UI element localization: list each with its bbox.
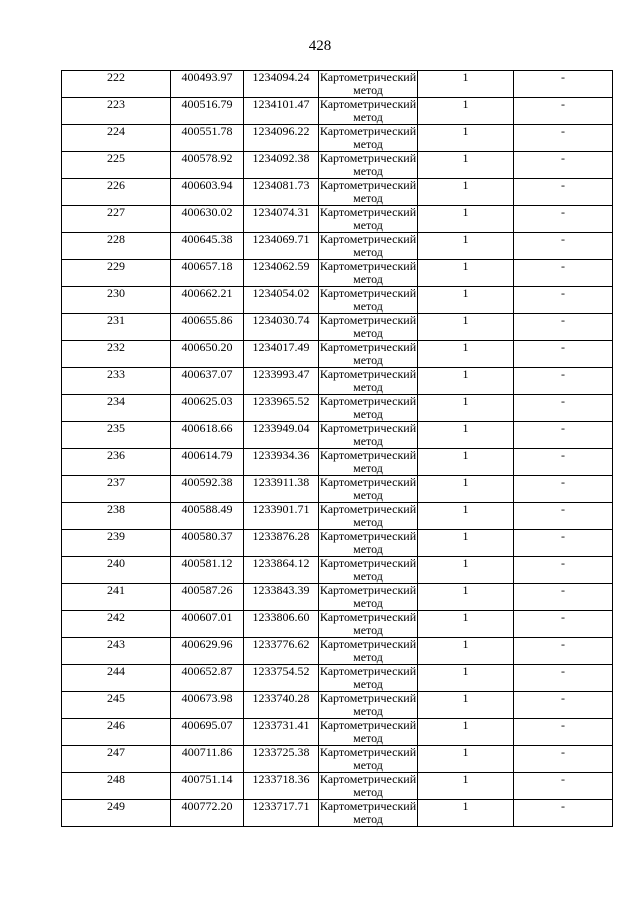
description-cell: - [514,287,613,314]
point-number-cell: 234 [62,395,171,422]
accuracy-cell: 1 [418,530,514,557]
accuracy-cell: 1 [418,800,514,827]
table-row [62,638,613,665]
x-coordinate-cell: 400607.01 [171,611,244,638]
description-cell: - [514,665,613,692]
y-coordinate-cell: 1233864.12 [244,557,319,584]
method-cell: Картометрический метод [319,367,417,394]
y-coordinate-cell: 1233725.38 [244,746,319,773]
y-coordinate-cell: 1233843.39 [244,584,319,611]
point-number-cell: 243 [62,638,171,665]
x-coordinate-cell: 400580.37 [171,530,244,557]
accuracy-cell: 1 [418,584,514,611]
method-cell: Картометрический метод [319,718,417,745]
point-number-cell: 227 [62,206,171,233]
description-cell: - [514,584,613,611]
description-cell: - [514,719,613,746]
y-coordinate-cell: 1234094.24 [244,71,319,98]
x-coordinate-cell: 400645.38 [171,233,244,260]
description-cell: - [514,557,613,584]
method-cell: Картометрический метод [319,340,417,367]
y-coordinate-cell: 1233965.52 [244,395,319,422]
description-cell: - [514,746,613,773]
accuracy-cell: 1 [418,260,514,287]
x-coordinate-cell: 400711.86 [171,746,244,773]
x-coordinate-cell: 400772.20 [171,800,244,827]
method-cell: Картометрический метод [319,448,417,475]
y-coordinate-cell: 1234062.59 [244,260,319,287]
method-cell: Картометрический метод [319,178,417,205]
table-row [62,503,613,530]
accuracy-cell: 1 [418,692,514,719]
accuracy-cell: 1 [418,665,514,692]
table-row [62,476,613,503]
method-cell: Картометрический метод [319,97,417,124]
point-number-cell: 235 [62,422,171,449]
description-cell: - [514,503,613,530]
y-coordinate-cell: 1234081.73 [244,179,319,206]
x-coordinate-cell: 400581.12 [171,557,244,584]
y-coordinate-cell: 1233718.36 [244,773,319,800]
accuracy-cell: 1 [418,287,514,314]
point-number-cell: 223 [62,98,171,125]
page-number: 428 [308,38,332,54]
y-coordinate-cell: 1233717.71 [244,800,319,827]
y-coordinate-cell: 1234074.31 [244,206,319,233]
accuracy-cell: 1 [418,125,514,152]
table-row [62,557,613,584]
point-number-cell: 239 [62,530,171,557]
x-coordinate-cell: 400629.96 [171,638,244,665]
y-coordinate-cell: 1233993.47 [244,368,319,395]
y-coordinate-cell: 1233731.41 [244,719,319,746]
point-number-cell: 237 [62,476,171,503]
y-coordinate-cell: 1234030.74 [244,314,319,341]
table-row [62,800,613,827]
table-row [62,233,613,260]
description-cell: - [514,179,613,206]
table-row [62,71,613,98]
point-number-cell: 245 [62,692,171,719]
table-row [62,287,613,314]
x-coordinate-cell: 400618.66 [171,422,244,449]
x-coordinate-cell: 400625.03 [171,395,244,422]
point-number-cell: 240 [62,557,171,584]
y-coordinate-cell: 1234092.38 [244,152,319,179]
table-row [62,692,613,719]
accuracy-cell: 1 [418,773,514,800]
table-row [62,665,613,692]
description-cell: - [514,260,613,287]
table-row [62,125,613,152]
method-cell: Картометрический метод [319,232,417,259]
x-coordinate-cell: 400551.78 [171,125,244,152]
accuracy-cell: 1 [418,152,514,179]
table-body [62,71,613,827]
method-cell: Картометрический метод [319,259,417,286]
y-coordinate-cell: 1234096.22 [244,125,319,152]
x-coordinate-cell: 400655.86 [171,314,244,341]
table-row [62,773,613,800]
description-cell: - [514,395,613,422]
x-coordinate-cell: 400695.07 [171,719,244,746]
method-cell: Картометрический метод [319,799,417,826]
x-coordinate-cell: 400662.21 [171,287,244,314]
y-coordinate-cell: 1233934.36 [244,449,319,476]
accuracy-cell: 1 [418,422,514,449]
x-coordinate-cell: 400652.87 [171,665,244,692]
description-cell: - [514,98,613,125]
point-number-cell: 246 [62,719,171,746]
accuracy-cell: 1 [418,179,514,206]
description-cell: - [514,611,613,638]
coordinates-table [61,70,613,827]
point-number-cell: 238 [62,503,171,530]
y-coordinate-cell: 1233901.71 [244,503,319,530]
point-number-cell: 230 [62,287,171,314]
method-cell: Картометрический метод [319,394,417,421]
accuracy-cell: 1 [418,98,514,125]
accuracy-cell: 1 [418,71,514,98]
accuracy-cell: 1 [418,746,514,773]
method-cell: Картометрический метод [319,475,417,502]
point-number-cell: 248 [62,773,171,800]
y-coordinate-cell: 1233754.52 [244,665,319,692]
table-row [62,449,613,476]
point-number-cell: 244 [62,665,171,692]
y-coordinate-cell: 1234069.71 [244,233,319,260]
point-number-cell: 242 [62,611,171,638]
accuracy-cell: 1 [418,206,514,233]
method-cell: Картометрический метод [319,691,417,718]
method-cell: Картометрический метод [319,151,417,178]
description-cell: - [514,476,613,503]
point-number-cell: 225 [62,152,171,179]
x-coordinate-cell: 400493.97 [171,71,244,98]
point-number-cell: 229 [62,260,171,287]
method-cell: Картометрический метод [319,124,417,151]
table-row [62,341,613,368]
x-coordinate-cell: 400751.14 [171,773,244,800]
y-coordinate-cell: 1233876.28 [244,530,319,557]
x-coordinate-cell: 400650.20 [171,341,244,368]
point-number-cell: 226 [62,179,171,206]
description-cell: - [514,314,613,341]
table-row [62,584,613,611]
table-row [62,719,613,746]
x-coordinate-cell: 400637.07 [171,368,244,395]
description-cell: - [514,800,613,827]
y-coordinate-cell: 1233740.28 [244,692,319,719]
accuracy-cell: 1 [418,368,514,395]
accuracy-cell: 1 [418,233,514,260]
x-coordinate-cell: 400673.98 [171,692,244,719]
x-coordinate-cell: 400516.79 [171,98,244,125]
description-cell: - [514,449,613,476]
x-coordinate-cell: 400578.92 [171,152,244,179]
method-cell: Картометрический метод [319,637,417,664]
table-row [62,314,613,341]
accuracy-cell: 1 [418,314,514,341]
table-row [62,179,613,206]
method-cell: Картометрический метод [319,286,417,313]
description-cell: - [514,152,613,179]
x-coordinate-cell: 400588.49 [171,503,244,530]
accuracy-cell: 1 [418,719,514,746]
method-cell: Картометрический метод [319,745,417,772]
x-coordinate-cell: 400587.26 [171,584,244,611]
y-coordinate-cell: 1234101.47 [244,98,319,125]
description-cell: - [514,125,613,152]
method-cell: Картометрический метод [319,421,417,448]
accuracy-cell: 1 [418,395,514,422]
description-cell: - [514,71,613,98]
method-cell: Картометрический метод [319,313,417,340]
x-coordinate-cell: 400603.94 [171,179,244,206]
table-row [62,152,613,179]
method-cell: Картометрический метод [319,556,417,583]
y-coordinate-cell: 1233806.60 [244,611,319,638]
table-row [62,395,613,422]
table-row [62,746,613,773]
method-cell: Картометрический метод [319,772,417,799]
table-row [62,422,613,449]
x-coordinate-cell: 400630.02 [171,206,244,233]
accuracy-cell: 1 [418,611,514,638]
point-number-cell: 232 [62,341,171,368]
description-cell: - [514,692,613,719]
point-number-cell: 241 [62,584,171,611]
point-number-cell: 228 [62,233,171,260]
y-coordinate-cell: 1234054.02 [244,287,319,314]
method-cell: Картометрический метод [319,205,417,232]
description-cell: - [514,638,613,665]
description-cell: - [514,341,613,368]
accuracy-cell: 1 [418,557,514,584]
description-cell: - [514,422,613,449]
accuracy-cell: 1 [418,341,514,368]
point-number-cell: 249 [62,800,171,827]
point-number-cell: 222 [62,71,171,98]
accuracy-cell: 1 [418,503,514,530]
point-number-cell: 236 [62,449,171,476]
method-cell: Картометрический метод [319,610,417,637]
table-row [62,530,613,557]
accuracy-cell: 1 [418,449,514,476]
y-coordinate-cell: 1234017.49 [244,341,319,368]
description-cell: - [514,530,613,557]
y-coordinate-cell: 1233949.04 [244,422,319,449]
y-coordinate-cell: 1233776.62 [244,638,319,665]
table-row [62,260,613,287]
accuracy-cell: 1 [418,476,514,503]
description-cell: - [514,233,613,260]
method-cell: Картометрический метод [319,502,417,529]
x-coordinate-cell: 400657.18 [171,260,244,287]
x-coordinate-cell: 400592.38 [171,476,244,503]
description-cell: - [514,773,613,800]
method-cell: Картометрический метод [319,529,417,556]
point-number-cell: 233 [62,368,171,395]
table-row [62,98,613,125]
point-number-cell: 224 [62,125,171,152]
table-row [62,611,613,638]
point-number-cell: 247 [62,746,171,773]
accuracy-cell: 1 [418,638,514,665]
description-cell: - [514,206,613,233]
point-number-cell: 231 [62,314,171,341]
method-cell: Картометрический метод [319,70,417,97]
table-row [62,368,613,395]
method-cell: Картометрический метод [319,583,417,610]
method-cell: Картометрический метод [319,664,417,691]
table-row [62,206,613,233]
y-coordinate-cell: 1233911.38 [244,476,319,503]
x-coordinate-cell: 400614.79 [171,449,244,476]
description-cell: - [514,368,613,395]
